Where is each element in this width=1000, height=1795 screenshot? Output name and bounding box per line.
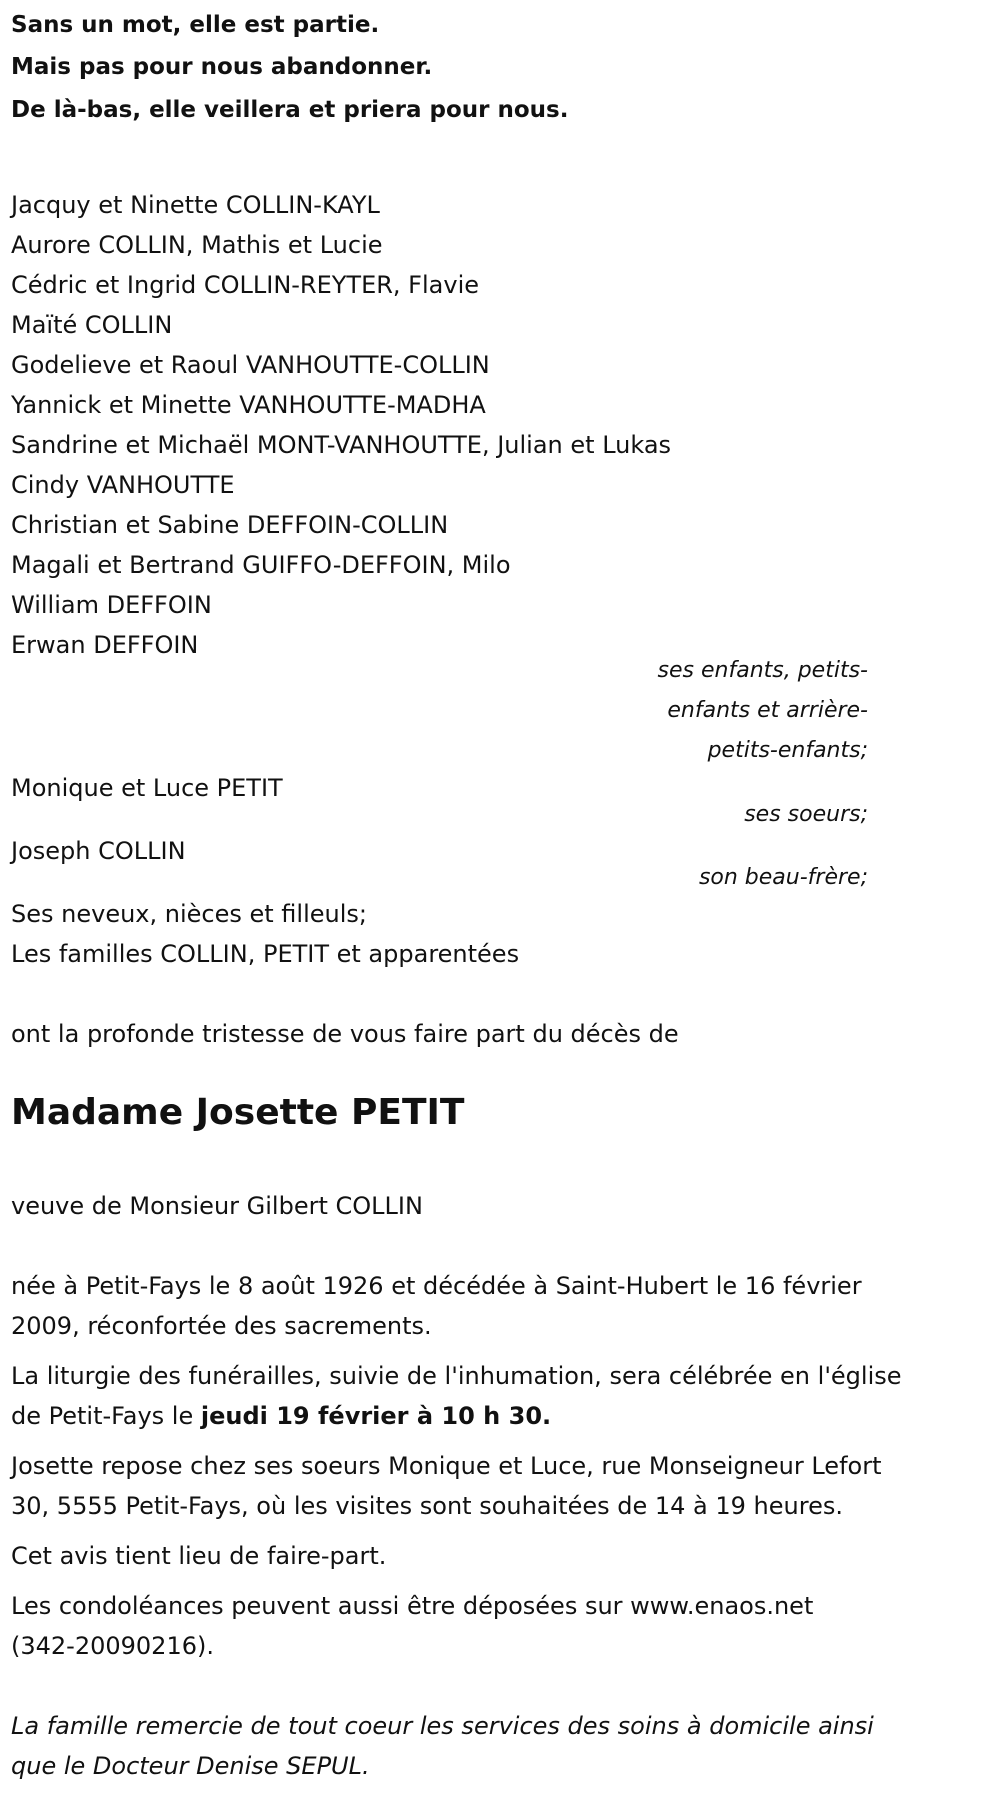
birth-death-line: née à Petit-Fays le 8 août 1926 et décédée à Saint-Hubert le 16 février — [11, 1272, 862, 1300]
family-name: Yannick et Minette VANHOUTTE-MADHA — [11, 391, 486, 419]
relation-children — [658, 651, 868, 771]
family-name: Jacquy et Ninette COLLIN-KAYL — [11, 191, 380, 219]
relation-line: enfants et arrière- — [667, 698, 868, 723]
family-name: Cindy VANHOUTTE — [11, 471, 235, 499]
verse-line: Mais pas pour nous abandonner. — [11, 54, 433, 80]
family-name: Aurore COLLIN, Mathis et Lucie — [11, 231, 383, 259]
brother-in-law-relation: son beau-frère; — [698, 865, 868, 890]
family-name: William DEFFOIN — [11, 591, 212, 619]
funeral-location: de Petit-Fays le — [11, 1402, 201, 1430]
sisters-names: Monique et Luce PETIT — [11, 774, 283, 802]
others-line: Les familles COLLIN, PETIT et apparentées — [11, 940, 520, 968]
announcement-text: ont la profonde tristesse de vous faire part du décès de — [11, 1020, 679, 1048]
funeral-date: jeudi 19 février à 10 h 30. — [200, 1402, 552, 1430]
family-names-list — [11, 185, 671, 665]
family-name: Cédric et Ingrid COLLIN-REYTER, Flavie — [11, 271, 479, 299]
family-name: Maïté COLLIN — [11, 311, 173, 339]
funeral-line — [11, 1396, 551, 1436]
visits-line: 30, 5555 Petit-Fays, où les visites sont souhaitées de 14 à 19 heures. — [11, 1492, 843, 1520]
sisters-relation: ses soeurs; — [744, 802, 868, 827]
brother-in-law-name: Joseph COLLIN — [11, 837, 186, 865]
family-name: Christian et Sabine DEFFOIN-COLLIN — [11, 511, 449, 539]
funeral-line: La liturgie des funérailles, suivie de l'inhumation, sera célébrée en l'église — [11, 1362, 902, 1390]
verse-line: Sans un mot, elle est partie. — [11, 12, 380, 38]
family-name: Magali et Bertrand GUIFFO-DEFFOIN, Milo — [11, 551, 511, 579]
thanks-line: que le Docteur Denise SEPUL. — [11, 1752, 370, 1780]
thanks-line: La famille remercie de tout coeur les services des soins à domicile ainsi — [11, 1712, 874, 1740]
birth-death-line: 2009, réconfortée des sacrements. — [11, 1312, 432, 1340]
condolences-line: Les condoléances peuvent aussi être déposées sur www.enaos.net — [11, 1592, 814, 1620]
condolences-line: (342-20090216). — [11, 1632, 214, 1660]
others-line: Ses neveux, nièces et filleuls; — [11, 900, 367, 928]
family-name: Sandrine et Michaël MONT-VANHOUTTE, Julian et Lukas — [11, 431, 672, 459]
notice-text: Cet avis tient lieu de faire-part. — [11, 1542, 387, 1570]
relation-line: ses enfants, petits- — [657, 658, 868, 683]
family-name: Erwan DEFFOIN — [11, 631, 199, 659]
visits-line: Josette repose chez ses soeurs Monique et Luce, rue Monseigneur Lefort — [11, 1452, 882, 1480]
relation-line: petits-enfants; — [707, 738, 868, 763]
verse-line: De là-bas, elle veillera et priera pour nous. — [11, 97, 569, 123]
deceased-name: Madame Josette PETIT — [11, 1092, 465, 1133]
family-name: Godelieve et Raoul VANHOUTTE-COLLIN — [11, 351, 490, 379]
widow-of-text: veuve de Monsieur Gilbert COLLIN — [11, 1192, 423, 1220]
